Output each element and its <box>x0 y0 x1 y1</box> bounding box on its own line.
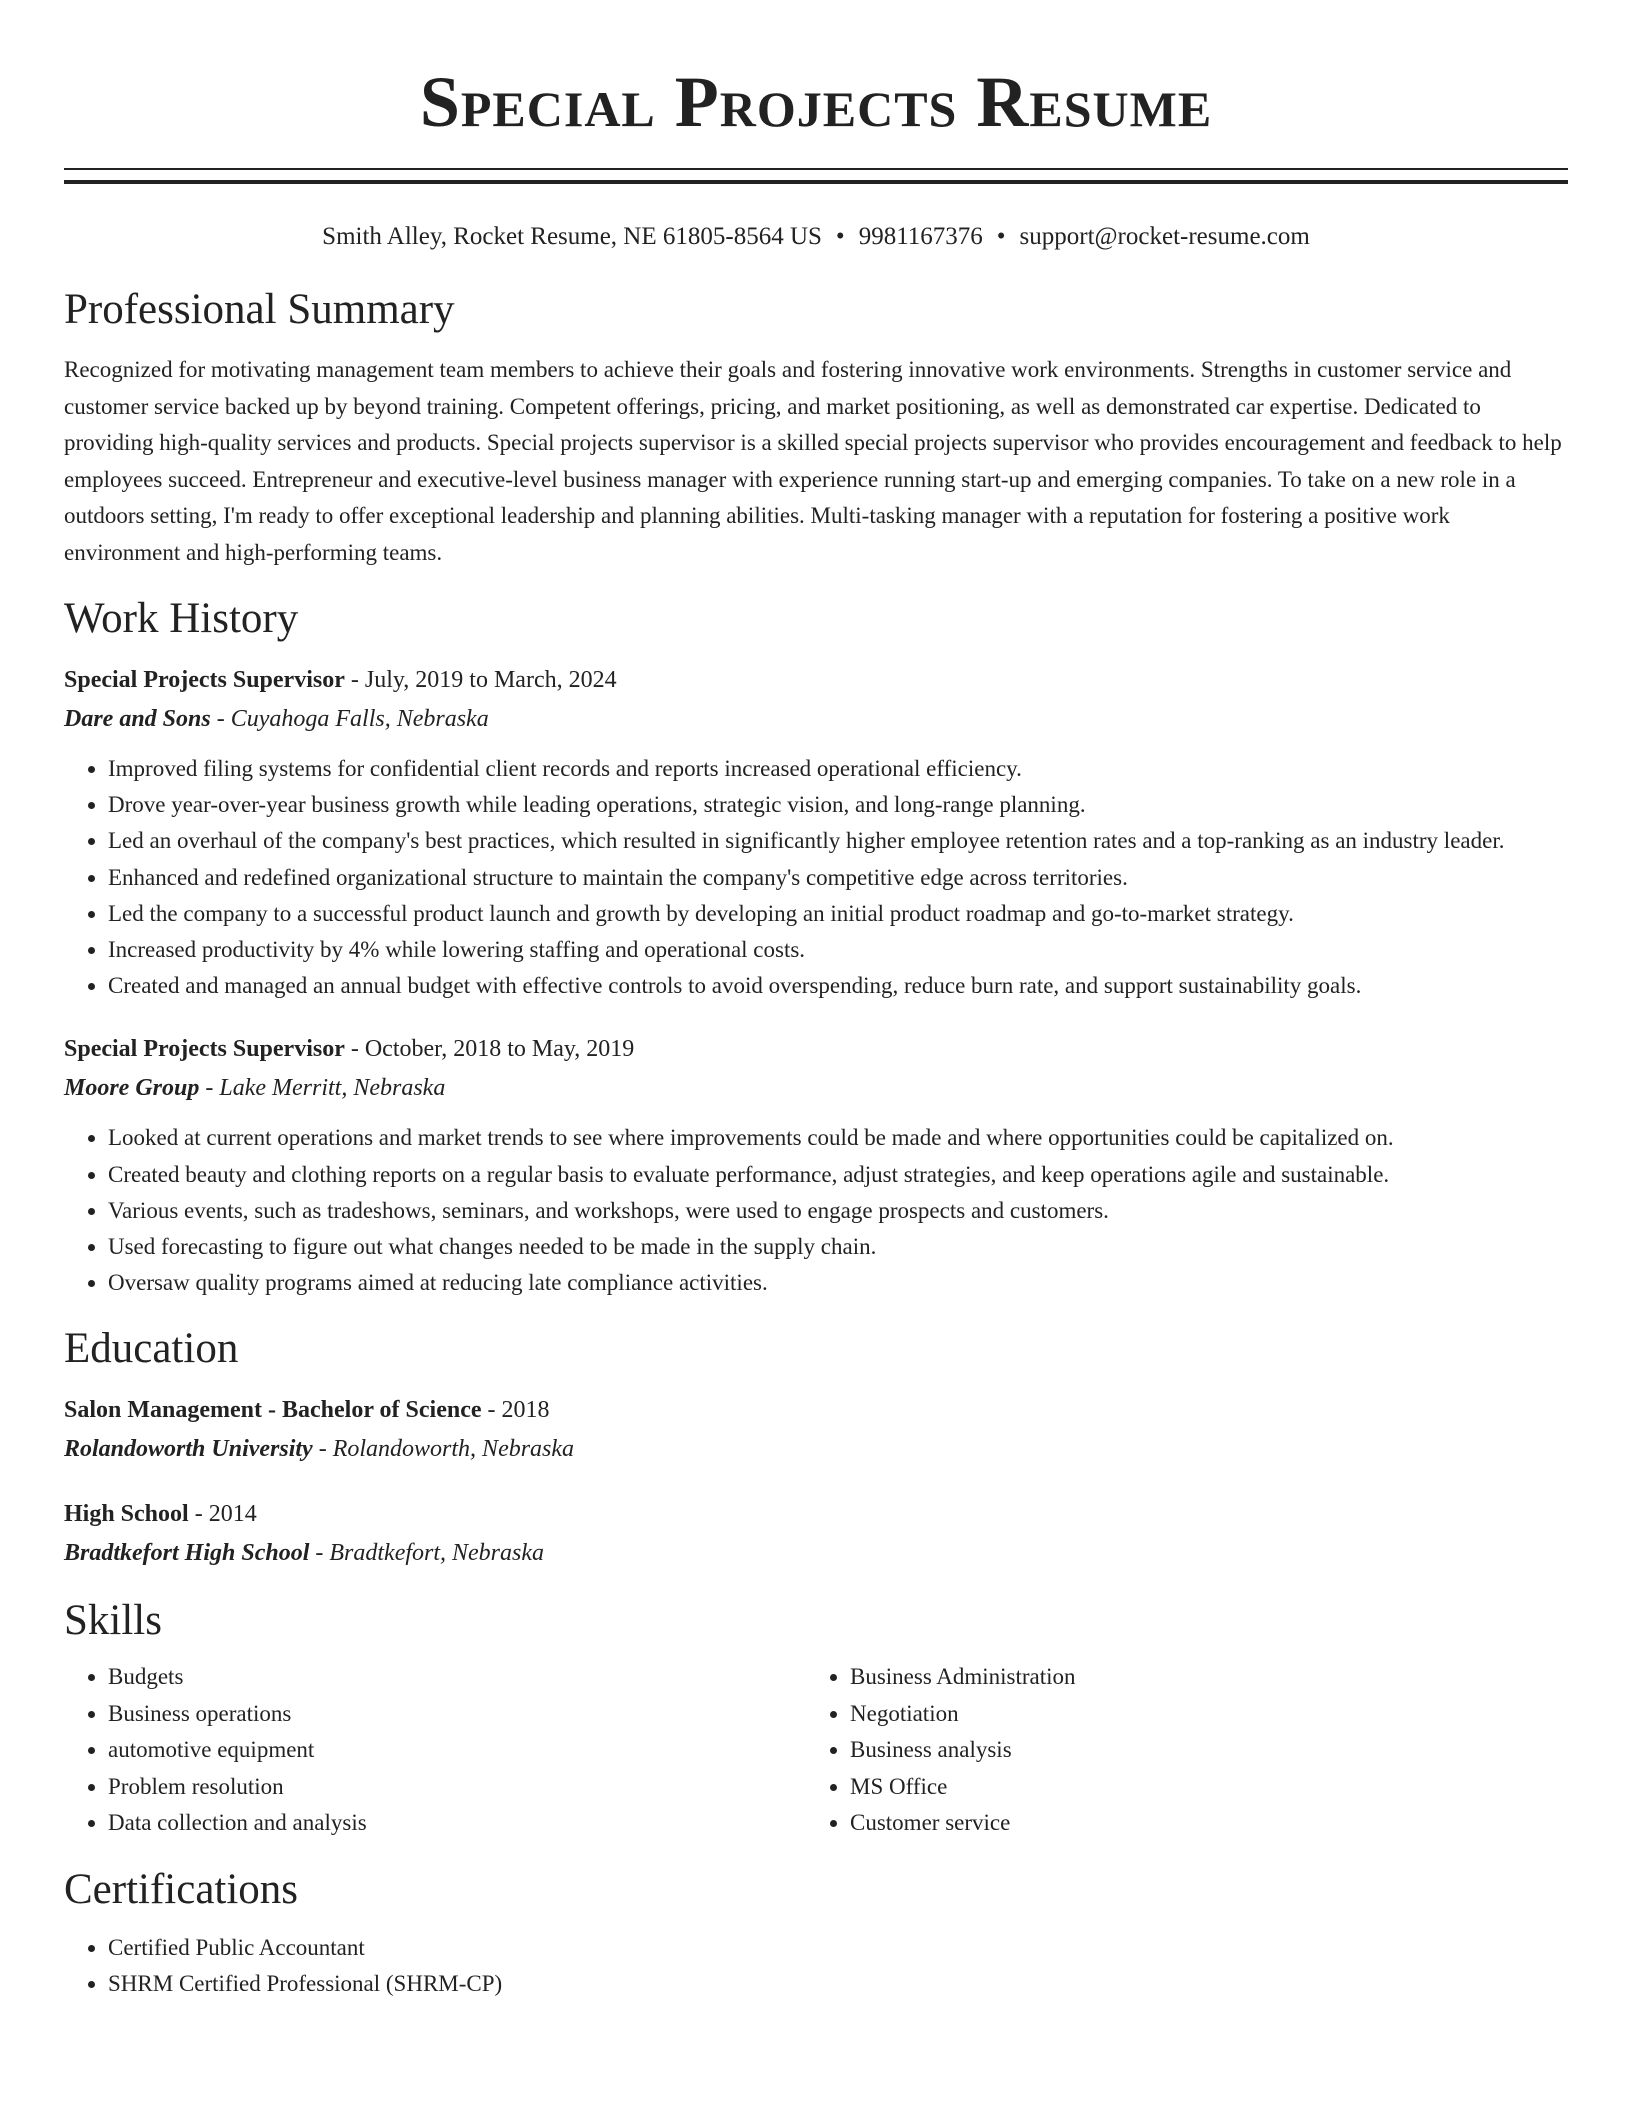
degree: High School <box>64 1501 189 1528</box>
job-entry <box>64 661 1568 1004</box>
job-bullet: • Led an overhaul of the company's best practices, which resulted in significantly higher employee retention rates and a top-ranking as an industry leader. <box>108 823 1568 859</box>
resume-title: Special Projects Resume <box>419 62 1213 142</box>
job-bullets <box>64 751 1568 1004</box>
job-bullet: • Improved filing systems for confidential client records and reports increased operational efficiency. <box>108 751 1568 787</box>
job-company: Moore Group <box>64 1075 200 1102</box>
school-line <box>64 1430 1568 1469</box>
certifications-heading: Certifications <box>64 1865 299 1913</box>
work-history-heading: Work History <box>64 595 299 642</box>
job-bullet: • Enhanced and redefined organizational structure to maintain the company's competitive edge across territories. <box>108 860 1568 896</box>
graduation-year: - 2018 <box>481 1397 550 1424</box>
contact-separator: • <box>835 223 845 250</box>
job-bullets <box>64 1120 1568 1301</box>
skill-item: • Data collection and analysis <box>108 1805 806 1842</box>
job-bullet: • Drove year-over-year business growth while leading operations, strategic vision, and long-range planning. <box>108 787 1568 823</box>
certification-item: • SHRM Certified Professional (SHRM-CP) <box>108 1966 1568 2002</box>
job-title: Special Projects Supervisor <box>64 667 345 693</box>
job-dates: - July, 2019 to March, 2024 <box>344 667 617 693</box>
job-location: - Cuyahoga Falls, Nebraska <box>210 706 489 732</box>
job-title-line <box>64 661 1568 700</box>
skill-item: • Business analysis <box>850 1732 1548 1769</box>
certifications-list <box>64 1930 1568 2002</box>
job-bullet: • Used forecasting to figure out what changes needed to be made in the supply chain. <box>108 1229 1568 1265</box>
skill-item: • Budgets <box>108 1659 806 1696</box>
education-entry <box>64 1495 1568 1573</box>
job-bullet: • Oversaw quality programs aimed at reducing late compliance activities. <box>108 1265 1568 1301</box>
certification-item: • Certified Public Accountant <box>108 1930 1568 1966</box>
summary-heading: Professional Summary <box>64 286 455 333</box>
job-bullet: • Created and managed an annual budget with effective controls to avoid overspending, reduce burn rate, and support sustainability goals. <box>108 968 1568 1004</box>
school-location: - Bradtkefort, Nebraska <box>309 1540 545 1567</box>
skill-item: • Problem resolution <box>108 1769 806 1806</box>
job-company: Dare and Sons <box>64 706 211 732</box>
skill-item: • Negotiation <box>850 1696 1548 1733</box>
contact-address: Smith Alley, Rocket Resume, NE 61805-8564 US <box>322 223 822 250</box>
skills-list-right <box>806 1659 1548 1842</box>
skill-item: • automotive equipment <box>108 1732 806 1769</box>
skill-item: • Business Administration <box>850 1659 1548 1696</box>
job-company-line <box>64 700 1568 739</box>
school-line <box>64 1534 1568 1573</box>
job-bullet: • Led the company to a successful product launch and growth by developing an initial product roadmap and go-to-market strategy. <box>108 896 1568 932</box>
contact-separator: • <box>996 223 1006 250</box>
school-name: Bradtkefort High School <box>64 1540 310 1567</box>
degree: Salon Management - Bachelor of Science <box>64 1397 482 1424</box>
education-entry <box>64 1391 1568 1469</box>
skill-item: • MS Office <box>850 1769 1548 1806</box>
contact-phone: 9981167376 <box>858 223 983 250</box>
skills-columns <box>64 1659 1568 1842</box>
job-dates: - October, 2018 to May, 2019 <box>344 1036 635 1063</box>
job-title: Special Projects Supervisor <box>64 1036 345 1063</box>
job-bullet: • Created beauty and clothing reports on a regular basis to evaluate performance, adjust strategies, and keep operations agile and sustainable. <box>108 1157 1568 1193</box>
degree-line <box>64 1495 1568 1534</box>
graduation-year: - 2014 <box>188 1501 257 1528</box>
skill-item: • Business operations <box>108 1696 806 1733</box>
job-bullet: • Various events, such as tradeshows, seminars, and workshops, were used to engage prospects and customers. <box>108 1193 1568 1229</box>
skill-item: • Customer service <box>850 1805 1548 1842</box>
title-divider <box>64 168 1568 184</box>
job-location: - Lake Merritt, Nebraska <box>199 1075 446 1102</box>
education-heading: Education <box>64 1325 239 1373</box>
job-bullet: • Increased productivity by 4% while lowering staffing and operational costs. <box>108 932 1568 968</box>
school-name: Rolandoworth University <box>64 1436 313 1463</box>
summary-text: Recognized for motivating management team members to achieve their goals and fostering innovative work environments. Strengths in customer service and customer service backed up by beyond training. Competent offerings, pricing, and market positioning, as well as demonstrated car expertise. Dedicated to providing high-quality services and products. Special projects supervisor is a skilled special projects supervisor who provides encouragement and feedback to help employees succeed. Entrepreneur and executive-level business manager with experience running start-up and emerging companies. To take on a new role in a outdoors setting, I'm ready to offer exceptional leadership and planning abilities. Multi-tasking manager with a reputation for fostering a positive work environment and high-performing teams. <box>64 357 1562 565</box>
contact-line <box>64 220 1568 254</box>
job-title-line <box>64 1030 1568 1069</box>
school-location: - Rolandoworth, Nebraska <box>312 1436 575 1463</box>
skills-list-left <box>64 1659 806 1842</box>
degree-line <box>64 1391 1568 1430</box>
job-company-line <box>64 1069 1568 1108</box>
job-bullet: • Looked at current operations and market trends to see where improvements could be made and where opportunities could be capitalized on. <box>108 1120 1568 1156</box>
job-entry <box>64 1030 1568 1301</box>
contact-email: support@rocket-resume.com <box>1019 223 1310 250</box>
skills-heading: Skills <box>64 1597 162 1645</box>
